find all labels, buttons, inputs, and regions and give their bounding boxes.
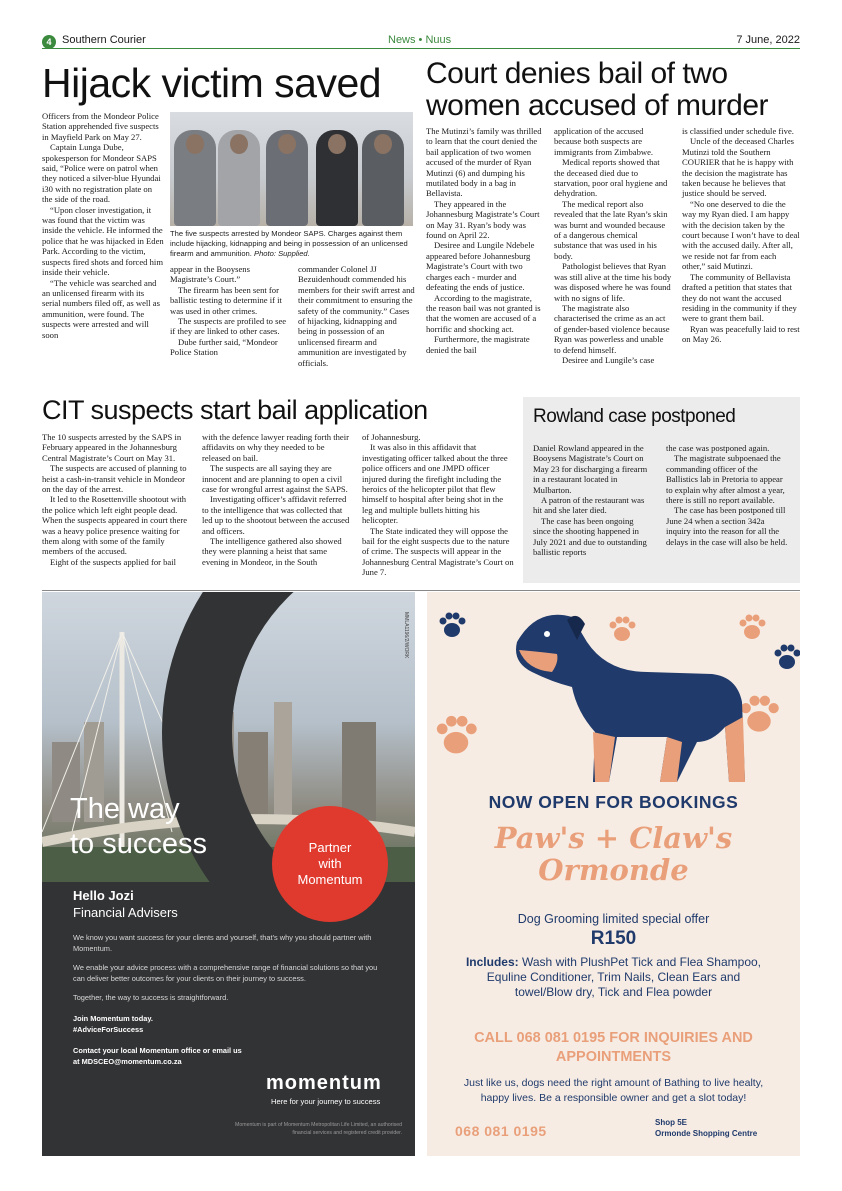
paragraph: It was also in this affidavit that investigating officer talked about the three police officers and one JMPD officer injured during the firefight including the heroics of the helicopter pilot that flew himself to hospital after being shot in the leg and multiple bullets hitting his helicopter. [362, 442, 508, 526]
hijack-col2 [170, 264, 288, 358]
suspect-figure [174, 130, 216, 226]
paragraph: The case has been ongoing since the shooting happened in July 2021 and due to outstanding ballistic reports [533, 515, 647, 558]
business-name: Paw's + Claw's Ormonde [494, 821, 733, 887]
paragraph: commander Colonel JJ Bezuidenhoudt commended his members for their swift arrest and their commitment to ensuring the safety of the community.” Cases of hijacking, kidnapping and being in possession of an unlicensed firearm and ammunition are investigated by officials. [298, 264, 415, 368]
ad-body: We know you want success for your clients and yourself, that’s why you should partner with Momentum. We enable your advice process with a comprehensive range of financial solutions so that you can deliver better outcomes for your clients on their journey to success. Together, the way to success is straightforward. Join Momentum today. #AdviceForSuccess Contact your local Momentum office or email us at MDSCEO@momentum.co.za [73, 933, 378, 1066]
paragraph: The suspects are profiled to see if they are linked to other cases. [170, 316, 287, 337]
cit-col2 [202, 432, 354, 567]
paw-icon [437, 610, 467, 640]
suspects-photo [170, 112, 413, 226]
hijack-col3 [298, 264, 415, 368]
paragraph: The case has been postponed till June 24 when a section 342a inquiry into the reason for all the delays in the case will also be held. [666, 505, 788, 547]
paragraph: Dube further said, “Mondeor Police Station [170, 336, 278, 358]
momentum-advert [42, 592, 415, 1156]
ad-reference-code: MMLA1196/2/WORK [403, 612, 409, 659]
rowland-col1 [533, 443, 653, 557]
paragraph: Pathologist believes that Ryan was still alive at the time his body was disposed where he was found with no signs of life. [554, 261, 672, 303]
paper-name: Southern Courier [62, 34, 146, 46]
phone-number: 068 081 0195 [455, 1123, 547, 1139]
paragraph: is classified under schedule five. [682, 126, 794, 136]
paragraph: A patron of the restaurant was hit and she later died. [533, 495, 645, 516]
ad-advisers: Financial Advisers [73, 905, 178, 920]
paragraph: Officers from the Mondeor Police Station apprehended five suspects in Mayfield Park on May 27. [42, 111, 159, 142]
paragraph: “The vehicle was searched and an unlicensed firearm with its serial numbers filed off, as well as ammunition, were found. The suspects were arrested and will soon [42, 277, 160, 340]
rowland-col2 [666, 443, 790, 547]
issue-date: 7 June, 2022 [736, 34, 800, 46]
paragraph: The magistrate also characterised the crime as an act of gender-based violence because Ryan was powerless and unable to defend himself. [554, 302, 670, 355]
suspect-figure [218, 130, 260, 226]
paragraph: The Mutinzi’s family was thrilled to learn that the court denied the bail application of two women accused of the murder of Ryan Mutinzi (6) and dumping his mutilated body in a bag in Bellavista. [426, 126, 542, 199]
paragraph: Ryan was peacefully laid to rest on May 26. [682, 323, 800, 345]
paragraph: the case was postponed again. [666, 443, 770, 453]
ad-hello: Hello Jozi [73, 888, 134, 903]
paragraph: of Johannesburg. [362, 432, 421, 442]
rowland-headline: Rowland case postponed [533, 406, 736, 427]
partner-badge: Partner with Momentum [272, 806, 388, 922]
paragraph: The community of Bellavista drafted a petition that states that they do not want the accused residing in the community if they were to grant them bail. [682, 271, 797, 324]
rowland-article-box [523, 397, 800, 583]
paragraph: The State indicated they will oppose the bail for the eight suspects due to the nature of crime. The suspects will appear in the Johannesburg Central Magistrate’s Court on June 7. [362, 525, 514, 578]
photo-caption: The five suspects arrested by Mondeor SAPS. Charges against them include hijacking, kidnapping and being in possession of an unlicensed firearm and ammunition. Photo: Supplied. [170, 229, 408, 258]
paw-icon [433, 712, 479, 758]
paragraph: According to the magistrate, the reason bail was not granted is that the women are accused of a horrific and shocking act. [426, 292, 541, 334]
paragraph: appear in the Booysens Magistrate’s Court.” [170, 264, 250, 285]
paragraph: Captain Lunga Dube, spokesperson for Mondeor SAPS said, “Police were on patrol when they noticed a silver-blue Hyundai i30 with no registration plate on the side of the road. [42, 142, 161, 205]
offer-includes: Includes: Wash with PlushPet Tick and Flea Shampoo, Equline Conditioner, Trim Nails, Clean Ears and towel/Blow dry, Tick and Flea powder [465, 955, 762, 999]
call-to-action: CALL 068 081 0195 FOR INQUIRIES AND APPOINTMENTS [474, 1030, 753, 1065]
ad-tagline: The way to success [70, 793, 207, 860]
ad-email: at MDSCEO@momentum.co.za [73, 1057, 182, 1066]
paragraph: The firearm has been sent for ballistic testing to determine if it was used in other crimes. [170, 284, 282, 316]
paragraph: The suspects are all saying they are innocent and are planning to open a civil case for wrongful arrest against the SAPS. [202, 463, 348, 495]
suspect-figure [266, 130, 308, 226]
paragraph: It led to the Rosettenville shootout with the police which left eight people dead. When the suspects appeared in court there was a heavy police presence waiting for them along with some of the family members of the accused. [42, 494, 188, 557]
ad-fine-print: Momentum is part of Momentum Metropolitan Life Limited, an authorised financial services and registered credit provider. [235, 1122, 402, 1136]
header-rule [42, 48, 800, 49]
cit-headline: CIT suspects start bail application [42, 395, 428, 425]
paragraph: Uncle of the deceased Charles Mutinzi told the Southern COURIER that he is happy with the decision the magistrate has taken because he believes that justice should be served. [682, 136, 795, 199]
paragraph: Furthermore, the magistrate denied the bail [426, 334, 530, 355]
photo-credit: Photo: Supplied. [254, 249, 310, 258]
paragraph: The medical report also revealed that the late Ryan’s skin was burnt and wounded because of a dangerous chemical substance that was used in his body. [554, 198, 668, 261]
paragraph: with the defence lawyer reading forth their affidavits on why they needed to be released on bail. [202, 432, 349, 463]
paragraph: The suspects are accused of planning to heist a cash-in-transit vehicle in Mondeor on the day of the arrest. [42, 463, 187, 495]
paragraph: “No one deserved to die the way my Ryan died. I am happy with the decision taken by the court because I won’t have to deal with the accused daily. After all, we reside not far from each other,” said Mutinzi. [682, 198, 800, 272]
paragraph: Investigating officer’s affidavit referred to the intelligence that was collected that led up to the shootout between the accused and officers. [202, 494, 350, 536]
suspect-figure [362, 130, 404, 226]
paragraph: The intelligence gathered also showed they were planning a heist that same evening in Mondeor, in the South [202, 536, 342, 567]
shop-address: Shop 5E Ormonde Shopping Centre [655, 1118, 758, 1138]
offer-price: R150 [590, 928, 637, 949]
section-divider [42, 590, 800, 591]
hijack-col1 [42, 111, 164, 340]
open-for-bookings: NOW OPEN FOR BOOKINGS [488, 792, 739, 812]
court-col1 [426, 126, 544, 355]
paragraph: Eight of the suspects applied for bail [50, 556, 177, 567]
dog-illustration [497, 602, 757, 792]
court-col2 [554, 126, 672, 365]
suspect-figure [316, 130, 358, 226]
momentum-slogan: Here for your journey to success [271, 1097, 381, 1106]
paragraph: Desiree and Lungile Ndebele appeared before Johannesburg Magistrate’s Court with two charges each - murder and defeating the ends of justice. [426, 240, 535, 293]
paragraph: The magistrate subpoenaed the commanding officer of the Ballistics lab in Pretoria to appear to explain why after almost a year, there is still no report available. [666, 453, 785, 506]
grooming-advert [427, 592, 800, 1156]
court-col3 [682, 126, 800, 345]
paragraph: The 10 suspects arrested by the SAPS in February appeared in the Johannesburg Central Magistrate’s Court on May 31. [42, 432, 182, 463]
cit-col3 [362, 432, 514, 578]
page-number-badge: 4 [42, 35, 56, 49]
paragraph: “Upon closer investigation, it was found that the victim was inside the vehicle. He informed the police that he was hijacked in Eden Park. According to the victim, suspects fired shots and forced him inside their vehicle. [42, 204, 164, 278]
paw-icon [772, 642, 800, 672]
paragraph: Desiree and Lungile’s case [562, 354, 655, 365]
hijack-headline: Hijack victim saved [42, 60, 382, 106]
court-headline: Court denies bail of two women accused of murder [426, 57, 768, 122]
special-offer: Dog Grooming limited special offer [517, 912, 710, 926]
ad-slogan: Just like us, dogs need the right amount of Bathing to live healty, happy lives. Be a responsible owner and get a slot today! [463, 1077, 764, 1104]
paragraph: Medical reports showed that the deceased died due to starvation, poor oral hygiene and dehydration. [554, 157, 668, 199]
cit-col1 [42, 432, 194, 567]
paragraph: They appeared in the Johannesburg Magistrate’s Court on May 31. Ryan’s body was found on April 22. [426, 198, 540, 241]
paragraph: application of the accused because both suspects are immigrants from Zimbabwe. [554, 126, 654, 157]
paragraph: Daniel Rowland appeared in the Booysens Magistrate’s Court on May 23 for discharging a firearm in a restaurant located in Mulbarton. [533, 443, 648, 495]
momentum-logo: momentum [266, 1072, 382, 1094]
section-label: News • Nuus [388, 34, 452, 46]
